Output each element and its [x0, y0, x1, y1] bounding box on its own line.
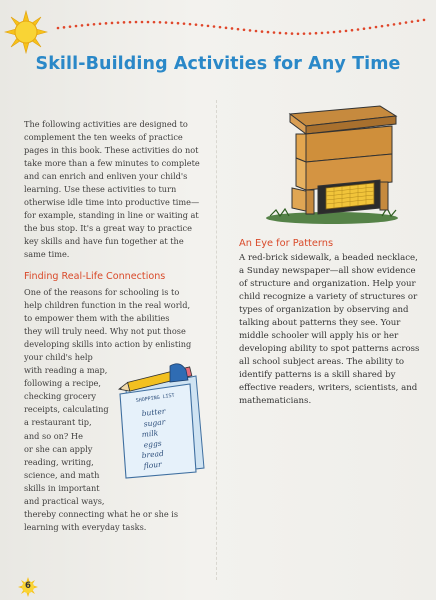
patterns-line: developing ability to spot patterns across [239, 344, 420, 354]
border-dot [273, 31, 276, 34]
border-dot [129, 21, 132, 24]
real-life-line: reading, writing, [24, 456, 94, 467]
shopping-list-illustration [112, 360, 212, 480]
border-dot [237, 28, 240, 31]
patterns-line: talking about patterns they see. Your [239, 318, 401, 328]
border-dot [141, 21, 144, 24]
border-dot [363, 27, 366, 30]
border-dot [321, 32, 324, 35]
sun-icon [4, 10, 48, 54]
patterns-line: all school subject areas. The ability to [239, 357, 405, 367]
patterns-line: middle schooler will apply his or her [239, 331, 399, 341]
page-number-badge [18, 577, 38, 597]
border-dot [333, 31, 336, 34]
border-dot [123, 21, 126, 24]
real-life-line: they will truly need. Why not put those [24, 326, 186, 337]
intro-line: complement the ten weeks of practice [24, 132, 183, 143]
patterns-line: a Sunday newspaper—all show evidence [239, 266, 416, 276]
border-dot [315, 32, 318, 35]
border-dot [405, 21, 408, 24]
border-dot [93, 23, 96, 26]
border-dot [81, 24, 84, 27]
intro-line: for example, standing in line or waiting at [24, 210, 199, 221]
border-dot [309, 32, 312, 35]
border-dot [375, 26, 378, 29]
border-dot [255, 30, 258, 33]
border-dot [291, 32, 294, 35]
section-heading-real-life: Finding Real-Life Connections [24, 271, 166, 282]
border-dot [153, 21, 156, 24]
border-dot [243, 28, 246, 31]
real-life-line: science, and math [24, 469, 100, 480]
real-life-line: a restaurant tip, [24, 417, 92, 428]
border-dot [417, 19, 420, 22]
border-dot [147, 21, 150, 24]
border-dot [195, 23, 198, 26]
real-life-line: developing skills into action by enlisting [24, 339, 192, 350]
intro-line: the bus stop. It's a great way to practice [24, 223, 192, 234]
real-life-line: and so on? He [24, 430, 83, 441]
real-life-line: to empower them with the abilities [24, 313, 170, 324]
border-dot [57, 27, 60, 30]
border-dot [135, 21, 138, 24]
real-life-line: thereby connecting what he or she is [24, 508, 179, 519]
real-life-line: your child's help [24, 352, 93, 363]
border-dot [231, 27, 234, 30]
border-dot [225, 27, 228, 30]
shopping-list-title: SHOPPING LIST [135, 392, 176, 404]
shopping-list-item: bread [141, 448, 165, 460]
shopping-list-item: eggs [143, 438, 163, 450]
border-dot [381, 25, 384, 28]
patterns-line: of structure and organization. Help your [239, 279, 416, 289]
border-dot [357, 28, 360, 31]
border-dot [285, 32, 288, 35]
patterns-line: mathematicians. [239, 396, 312, 406]
patterns-line: types of organization by observing and [239, 305, 409, 315]
border-dot [267, 31, 270, 34]
intro-line: learning. Use these activities to turn [24, 184, 177, 195]
border-dot [105, 22, 108, 25]
intro-line: take more than a few minutes to complete [24, 158, 200, 169]
border-dot [399, 22, 402, 25]
border-dot [213, 25, 216, 28]
column-divider [216, 100, 217, 580]
border-dot [249, 29, 252, 32]
border-dot [351, 29, 354, 32]
border-dot [369, 27, 372, 30]
page-title: Skill-Building Activities for Any Time [35, 54, 401, 74]
shopping-list-item: flour [143, 459, 163, 471]
real-life-line: and practical ways, [24, 495, 105, 506]
border-dot [183, 22, 186, 25]
border-dot [279, 32, 282, 35]
real-life-line: learning with everyday tasks. [24, 521, 147, 532]
border-dot [393, 23, 396, 26]
real-life-line: One of the reasons for schooling is to [24, 287, 180, 297]
intro-line: otherwise idle time into productive time— [24, 197, 200, 208]
border-dot [165, 21, 168, 24]
real-life-line: help children function in the real world, [24, 300, 191, 311]
real-life-line: skills in important [24, 482, 100, 493]
border-dot [69, 25, 72, 28]
shopping-list-item: butter [141, 406, 166, 418]
patterns-line: identify patterns is a skill shared by [239, 370, 396, 380]
real-life-line: checking grocery [24, 391, 97, 402]
border-dot [117, 21, 120, 24]
border-dot [171, 22, 174, 25]
patterns-line: A red-brick sidewalk, a beaded necklace, [239, 253, 418, 263]
border-dot [99, 22, 102, 25]
dotted-border [52, 4, 432, 40]
shopping-list-item: sugar [143, 417, 166, 429]
real-life-line: with reading a map, [24, 365, 108, 376]
border-dot [303, 32, 306, 35]
border-dot [387, 24, 390, 27]
border-dot [201, 24, 204, 27]
section-heading-patterns: An Eye for Patterns [239, 238, 334, 249]
border-dot [87, 24, 90, 27]
patterns-section [239, 238, 419, 408]
intro-line: same time. [24, 249, 70, 260]
intro-line: The following activities are designed to [24, 119, 188, 129]
intro-line: key skills and have fun together at the [24, 236, 184, 247]
intro-paragraph [24, 118, 210, 262]
intro-line: and can enrich and enliven your child's [24, 171, 188, 182]
beehive-illustration [262, 104, 412, 228]
real-life-line: receipts, calculating [24, 404, 109, 415]
border-dot [189, 23, 192, 26]
border-dot [207, 25, 210, 28]
border-dot [423, 19, 426, 22]
border-dot [63, 26, 66, 29]
border-dot [219, 26, 222, 29]
border-dot [327, 31, 330, 34]
border-dot [177, 22, 180, 25]
border-dot [75, 25, 78, 28]
patterns-line: effective readers, writers, scientists, and [239, 383, 418, 393]
shopping-list-item: milk [141, 428, 159, 439]
border-dot [345, 30, 348, 33]
border-dot [159, 21, 162, 24]
real-life-line: following a recipe, [24, 378, 102, 389]
border-dot [411, 20, 414, 23]
intro-line: pages in this book. These activities do not [24, 145, 199, 156]
border-dot [261, 30, 264, 33]
border-dot [339, 30, 342, 33]
real-life-line: or she can apply [24, 443, 93, 454]
border-dot [111, 22, 114, 25]
patterns-line: child recognize a variety of structures or [239, 292, 418, 302]
border-dot [297, 32, 300, 35]
page-number: 6 [25, 581, 31, 591]
